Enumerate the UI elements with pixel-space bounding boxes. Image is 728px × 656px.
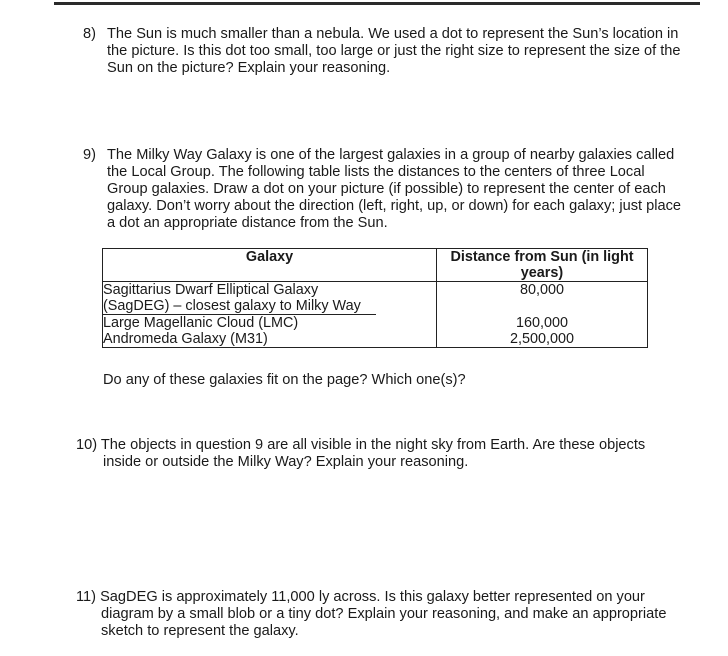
question-number: 11) [76,589,97,605]
header-galaxy: Galaxy [103,249,437,282]
question-11 [76,589,686,640]
question-11-body: SagDEG is approximately 11,000 ly across. Is this galaxy better represented on your diagram by a small blob or a tiny dot? Explain your reasoning, and make an appropriate sketch to represent the galaxy. [100,589,667,639]
question-10 [76,437,686,471]
question-8 [83,26,683,77]
question-text: The Sun is much smaller than a nebula. We used a dot to represent the Sun’s location in the picture. Is this dot too small, too large or just the right size to represent the size of the Sun on the picture? Explain your reasoning. [107,26,681,76]
table-row [103,282,648,316]
question-number: 10) [76,437,98,453]
table-header-row [103,249,648,282]
question-text [76,437,686,471]
top-rule [54,2,700,5]
question-9-prompt: Do any of these galaxies fit on the page? Which one(s)? [103,372,466,388]
question-10-body: The objects in question 9 are all visible in the night sky from Earth. Are these objects inside or outside the Milky Way? Explain your reasoning. [100,437,646,470]
galaxy-name: Sagittarius Dwarf Elliptical Galaxy [103,282,319,298]
question-text [76,589,686,640]
question-text: The Milky Way Galaxy is one of the largest galaxies in a group of nearby galaxies called the Local Group. The following table lists the distances to the centers of three Local Group galaxies. Draw a dot on your picture (if possible) to represent the center of each galaxy. Don’t worry about the direction (left, right, up, or down) for each galaxy; just place a dot an appropriate distance from the Sun. [107,147,682,231]
question-9 [83,147,683,232]
table-row [103,315,648,331]
galaxy-name: Andromeda Galaxy (M31) [103,331,437,348]
galaxy-distance: 80,000 [437,282,648,316]
table-row [103,331,648,348]
question-number: 8) [83,26,96,42]
galaxy-distance-table [102,248,648,348]
question-number: 9) [83,147,96,163]
galaxy-name-continued: (SagDEG) – closest galaxy to Milky Way [103,298,376,315]
galaxy-distance: 160,000 [437,315,648,331]
galaxy-distance: 2,500,000 [437,331,648,348]
galaxy-name-cell [103,282,437,316]
galaxy-name: Large Magellanic Cloud (LMC) [103,315,437,331]
header-distance: Distance from Sun (in light years) [437,249,648,282]
